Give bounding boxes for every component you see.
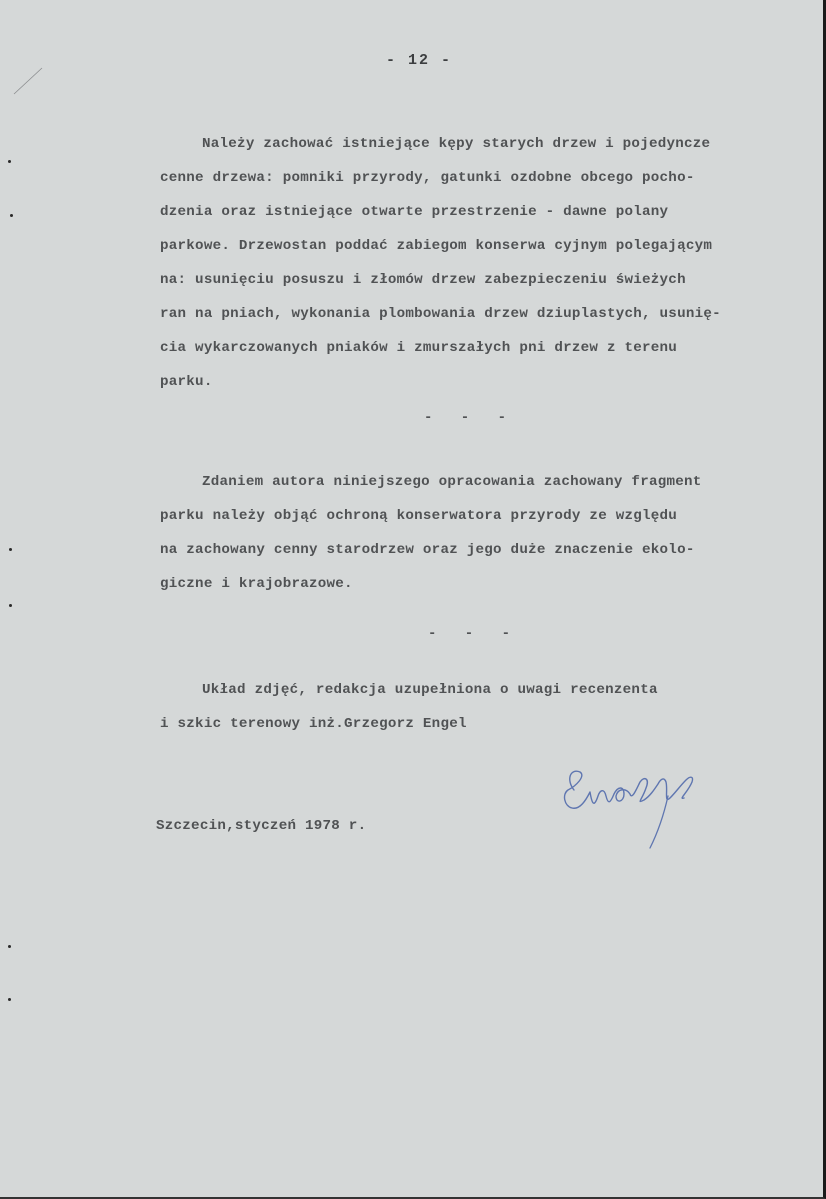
margin-dot	[8, 160, 11, 163]
paragraph2-line-4: giczne i krajobrazowe.	[160, 576, 353, 592]
margin-dot	[10, 214, 13, 217]
paragraph1-line-7: cia wykarczowanych pniaków i zmurszałych pni drzew z terenu	[160, 340, 678, 356]
page-number: - 12 -	[386, 52, 453, 69]
handwritten-signature	[560, 760, 710, 855]
paragraph2-line-3: na zachowany cenny starodrzew oraz jego duże znaczenie ekolo-	[160, 542, 695, 558]
paragraph1-line-6: ran na pniach, wykonania plombowania drzew dziuplastych, usunię-	[160, 306, 721, 322]
place-and-date: Szczecin,styczeń 1978 r.	[156, 818, 367, 834]
paragraph1-line-5: na: usunięciu posuszu i złomów drzew zabezpieczeniu świeżych	[160, 272, 686, 288]
pencil-mark	[12, 58, 52, 98]
paragraph2-line-2: parku należy objąć ochroną konserwatora przyrody ze względu	[160, 508, 678, 524]
section-separator-1: - - -	[424, 410, 517, 426]
margin-dot	[8, 945, 11, 948]
margin-dot	[9, 548, 12, 551]
margin-dot	[8, 998, 11, 1001]
paragraph1-line-2: cenne drzewa: pomniki przyrody, gatunki ozdobne obcego pocho-	[160, 170, 695, 186]
section-separator-2: - - -	[428, 626, 521, 642]
paragraph2-line-1: Zdaniem autora niniejszego opracowania zachowany fragment	[202, 474, 702, 490]
paragraph1-line-1: Należy zachować istniejące kępy starych drzew i pojedyncze	[202, 136, 711, 152]
margin-dot	[9, 604, 12, 607]
paragraph1-line-4: parkowe. Drzewostan poddać zabiegom konserwa cyjnym polegającym	[160, 238, 713, 254]
paragraph1-line-8: parku.	[160, 374, 213, 390]
paragraph3-line-2: i szkic terenowy inż.Grzegorz Engel	[160, 716, 467, 732]
paragraph1-line-3: dzenia oraz istniejące otwarte przestrzenie - dawne polany	[160, 204, 669, 220]
paragraph3-line-1: Układ zdjęć, redakcja uzupełniona o uwagi recenzenta	[202, 682, 658, 698]
